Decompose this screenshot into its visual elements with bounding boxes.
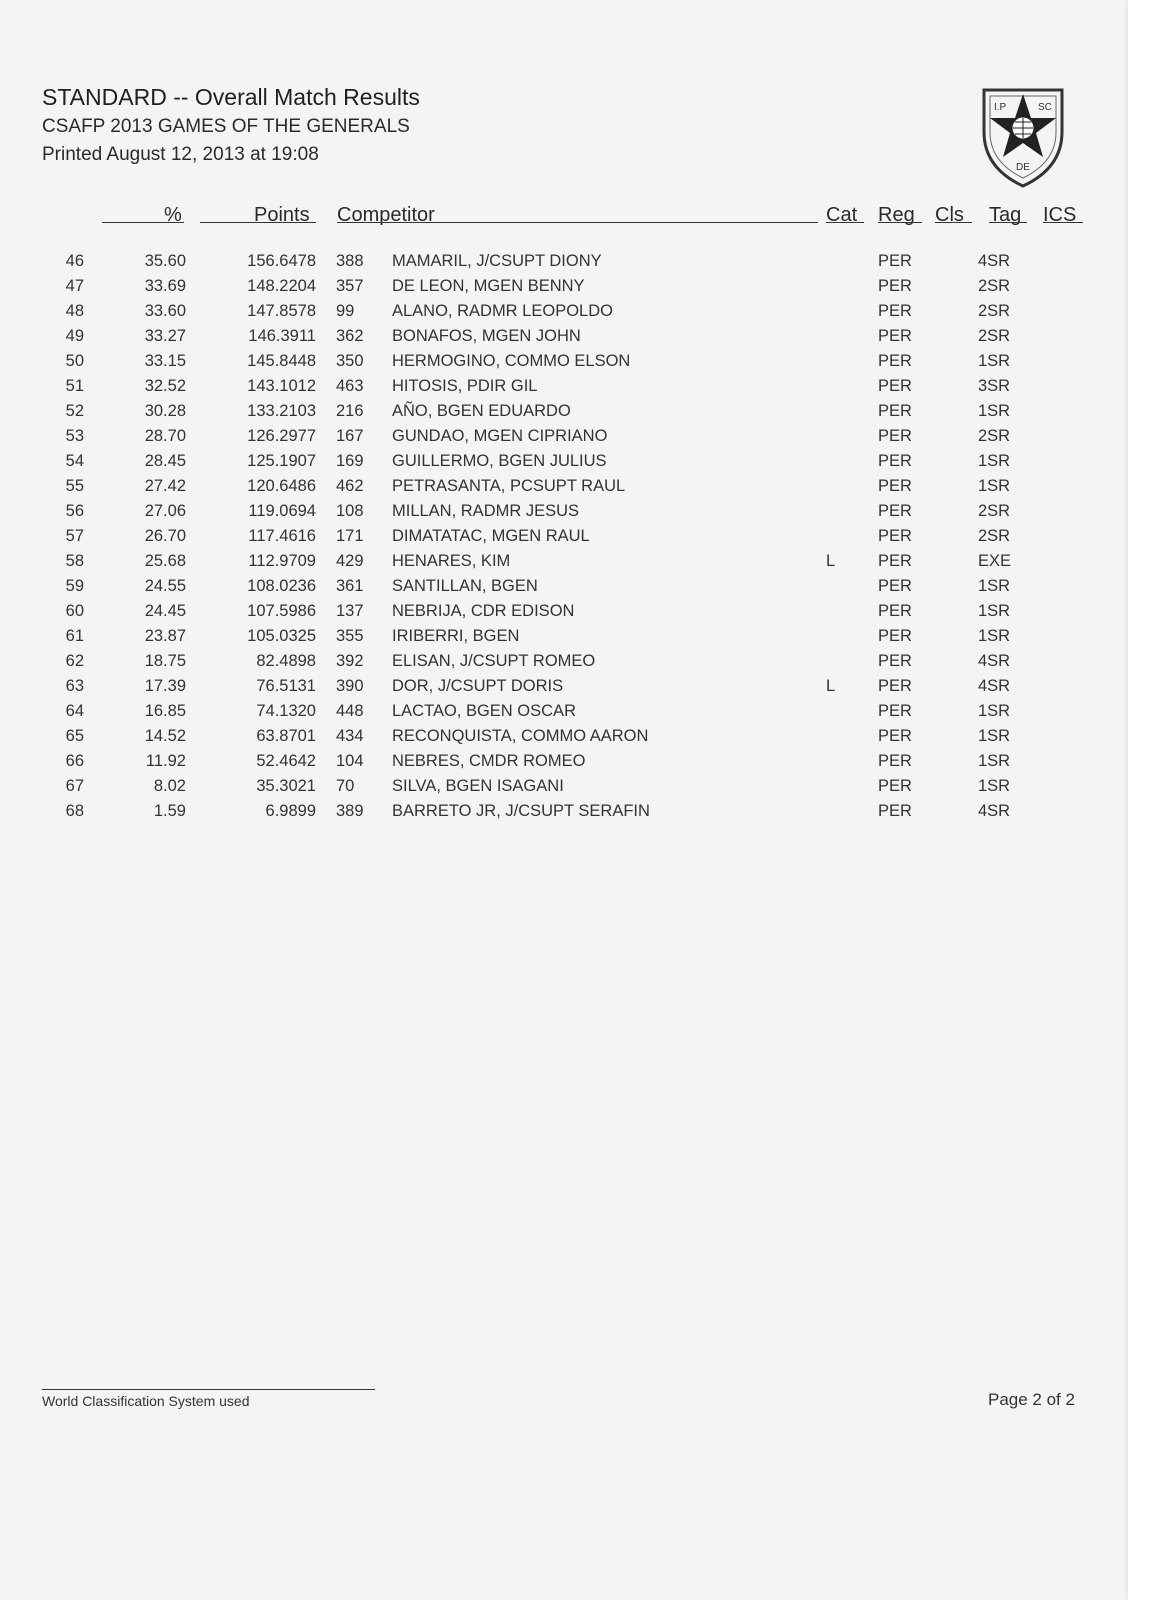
cell-points: 35.3021: [256, 777, 316, 795]
cell-place: 52: [65, 402, 84, 420]
cell-name: AÑO, BGEN EDUARDO: [392, 402, 571, 420]
cell-tag: 1SR: [978, 352, 1011, 370]
cell-pct: 33.60: [144, 302, 186, 320]
cell-num: 357: [336, 277, 364, 295]
cell-reg: PER: [878, 752, 912, 770]
cell-num: 392: [336, 652, 364, 670]
cell-reg: PER: [878, 552, 912, 570]
cell-place: 49: [65, 327, 84, 345]
cell-points: 133.2103: [247, 402, 316, 420]
table-row: [0, 252, 1128, 277]
cell-num: 429: [336, 552, 364, 570]
cell-points: 119.0694: [248, 502, 316, 520]
cell-reg: PER: [878, 277, 912, 295]
cell-num: 355: [336, 627, 364, 645]
cell-points: 145.8448: [247, 352, 316, 370]
cell-num: 462: [336, 477, 364, 495]
cell-points: 126.2977: [247, 427, 316, 445]
cell-pct: 28.45: [144, 452, 186, 470]
cell-pct: 32.52: [144, 377, 186, 395]
cell-num: 167: [336, 427, 364, 445]
cell-reg: PER: [878, 452, 912, 470]
cell-points: 108.0236: [247, 577, 316, 595]
cell-place: 63: [65, 677, 84, 695]
cell-tag: 1SR: [978, 627, 1011, 645]
cell-name: DIMATATAC, MGEN RAUL: [392, 527, 590, 545]
match-name: CSAFP 2013 GAMES OF THE GENERALS: [42, 116, 410, 137]
cell-name: ELISAN, J/CSUPT ROMEO: [392, 652, 596, 670]
cell-num: 362: [336, 327, 364, 345]
cell-num: 99: [336, 302, 355, 320]
header-rule: [878, 222, 922, 223]
cell-num: 463: [336, 377, 364, 395]
cell-tag: 3SR: [978, 377, 1011, 395]
cell-tag: 1SR: [978, 477, 1011, 495]
cell-name: NEBRIJA, CDR EDISON: [392, 602, 575, 620]
cell-reg: PER: [878, 527, 912, 545]
cell-points: 107.5986: [247, 602, 316, 620]
cell-num: 216: [336, 402, 364, 420]
cell-place: 68: [65, 802, 84, 820]
cell-pct: 24.55: [144, 577, 186, 595]
table-row: [0, 727, 1128, 752]
table-row: [0, 577, 1128, 602]
cell-place: 66: [65, 752, 84, 770]
cell-tag: 2SR: [978, 502, 1011, 520]
cell-pct: 16.85: [144, 702, 186, 720]
col-header-competitor: Competitor: [337, 204, 435, 226]
cell-points: 112.9709: [248, 552, 316, 570]
cell-place: 48: [65, 302, 84, 320]
cell-num: 389: [336, 802, 364, 820]
cell-name: MILLAN, RADMR JESUS: [392, 502, 580, 520]
cell-tag: 4SR: [978, 652, 1011, 670]
cell-tag: 1SR: [978, 452, 1011, 470]
table-row: [0, 502, 1128, 527]
cell-tag: 1SR: [978, 702, 1011, 720]
table-row: [0, 527, 1128, 552]
cell-place: 51: [65, 377, 84, 395]
cell-place: 46: [65, 252, 84, 270]
cell-reg: PER: [878, 602, 912, 620]
cell-place: 62: [65, 652, 84, 670]
cell-reg: PER: [878, 327, 912, 345]
cell-num: 70: [336, 777, 355, 795]
cell-num: 361: [336, 577, 364, 595]
cell-cat: L: [826, 552, 836, 570]
cell-name: HITOSIS, PDIR GIL: [392, 377, 538, 395]
results-table: [0, 252, 1128, 827]
cell-points: 63.8701: [256, 727, 316, 745]
cell-points: 6.9899: [265, 802, 316, 820]
cell-pct: 27.42: [144, 477, 186, 495]
page-title: STANDARD -- Overall Match Results: [42, 84, 420, 110]
cell-tag: 2SR: [978, 327, 1011, 345]
cell-points: 74.1320: [256, 702, 316, 720]
cell-tag: 2SR: [978, 527, 1011, 545]
table-row: [0, 377, 1128, 402]
table-row: [0, 802, 1128, 827]
cell-name: BARRETO JR, J/CSUPT SERAFIN: [392, 802, 650, 820]
table-row: [0, 427, 1128, 452]
ipsc-star-shield-icon: [980, 84, 1066, 190]
cell-tag: 2SR: [978, 277, 1011, 295]
cell-reg: PER: [878, 302, 912, 320]
cell-name: PETRASANTA, PCSUPT RAUL: [392, 477, 626, 495]
cell-name: SILVA, BGEN ISAGANI: [392, 777, 564, 795]
cell-name: BONAFOS, MGEN JOHN: [392, 327, 581, 345]
cell-name: NEBRES, CMDR ROMEO: [392, 752, 586, 770]
cell-reg: PER: [878, 352, 912, 370]
cell-reg: PER: [878, 627, 912, 645]
page-number: Page 2 of 2: [988, 1390, 1075, 1409]
cell-pct: 17.39: [144, 677, 186, 695]
header-rule: [989, 222, 1027, 223]
cell-pct: 33.69: [144, 277, 186, 295]
header-rule: [200, 222, 316, 223]
table-row: [0, 652, 1128, 677]
cell-tag: 1SR: [978, 777, 1011, 795]
cell-tag: 4SR: [978, 252, 1011, 270]
cell-reg: PER: [878, 502, 912, 520]
cell-name: IRIBERRI, BGEN: [392, 627, 520, 645]
cell-num: 448: [336, 702, 364, 720]
logo-bottom-text: DE: [1016, 162, 1030, 173]
cell-num: 434: [336, 727, 364, 745]
cell-name: DE LEON, MGEN BENNY: [392, 277, 585, 295]
cell-pct: 1.59: [153, 802, 186, 820]
cell-name: GUNDAO, MGEN CIPRIANO: [392, 427, 608, 445]
cell-name: ALANO, RADMR LEOPOLDO: [392, 302, 613, 320]
cell-points: 143.1012: [247, 377, 316, 395]
cell-name: RECONQUISTA, COMMO AARON: [392, 727, 649, 745]
cell-place: 47: [65, 277, 84, 295]
cell-points: 146.3911: [248, 327, 316, 345]
cell-tag: 2SR: [978, 427, 1011, 445]
table-row: [0, 602, 1128, 627]
table-row: [0, 402, 1128, 427]
cell-tag: 1SR: [978, 727, 1011, 745]
cell-pct: 25.68: [144, 552, 186, 570]
cell-place: 64: [65, 702, 84, 720]
cell-num: 104: [336, 752, 364, 770]
cell-pct: 30.28: [144, 402, 186, 420]
cell-tag: 4SR: [978, 802, 1011, 820]
table-row: [0, 702, 1128, 727]
cell-num: 171: [336, 527, 364, 545]
cell-reg: PER: [878, 477, 912, 495]
table-row: [0, 752, 1128, 777]
col-header-points: Points: [254, 204, 310, 226]
cell-reg: PER: [878, 652, 912, 670]
cell-points: 120.6486: [247, 477, 316, 495]
cell-place: 57: [65, 527, 84, 545]
cell-tag: 2SR: [978, 302, 1011, 320]
cell-pct: 33.27: [144, 327, 186, 345]
cell-points: 105.0325: [247, 627, 316, 645]
table-row: [0, 302, 1128, 327]
cell-name: LACTAO, BGEN OSCAR: [392, 702, 576, 720]
cell-reg: PER: [878, 702, 912, 720]
cell-reg: PER: [878, 727, 912, 745]
cell-pct: 27.06: [144, 502, 186, 520]
col-header-reg: Reg: [878, 204, 915, 226]
cell-points: 117.4616: [248, 527, 316, 545]
cell-pct: 8.02: [153, 777, 186, 795]
table-row: [0, 777, 1128, 802]
logo-left-text: I.P: [994, 102, 1007, 113]
header-rule: [826, 222, 864, 223]
cell-tag: 1SR: [978, 577, 1011, 595]
cell-name: HENARES, KIM: [392, 552, 511, 570]
table-row: [0, 277, 1128, 302]
cell-pct: 35.60: [144, 252, 186, 270]
cell-name: SANTILLAN, BGEN: [392, 577, 538, 595]
cell-points: 148.2204: [247, 277, 316, 295]
cell-pct: 24.45: [144, 602, 186, 620]
cell-place: 56: [65, 502, 84, 520]
footer-note: World Classification System used: [42, 1393, 250, 1409]
cell-reg: PER: [878, 427, 912, 445]
table-row: [0, 627, 1128, 652]
cell-place: 61: [65, 627, 84, 645]
cell-points: 147.8578: [247, 302, 316, 320]
cell-place: 50: [65, 352, 84, 370]
cell-name: GUILLERMO, BGEN JULIUS: [392, 452, 607, 470]
cell-reg: PER: [878, 577, 912, 595]
cell-place: 53: [65, 427, 84, 445]
cell-cat: L: [826, 677, 836, 695]
col-header-pct: %: [164, 204, 182, 226]
cell-pct: 18.75: [144, 652, 186, 670]
cell-num: 108: [336, 502, 364, 520]
header-rule: [337, 222, 818, 223]
cell-tag: 1SR: [978, 402, 1011, 420]
cell-pct: 33.15: [144, 352, 186, 370]
cell-points: 76.5131: [256, 677, 316, 695]
cell-num: 390: [336, 677, 364, 695]
printed-date: Printed August 12, 2013 at 19:08: [42, 144, 319, 165]
cell-pct: 14.52: [144, 727, 186, 745]
cell-num: 350: [336, 352, 364, 370]
table-row: [0, 677, 1128, 702]
cell-pct: 23.87: [144, 627, 186, 645]
cell-points: 82.4898: [256, 652, 316, 670]
cell-reg: PER: [878, 377, 912, 395]
cell-tag: 1SR: [978, 752, 1011, 770]
cell-pct: 26.70: [144, 527, 186, 545]
cell-reg: PER: [878, 802, 912, 820]
cell-reg: PER: [878, 677, 912, 695]
cell-name: HERMOGINO, COMMO ELSON: [392, 352, 631, 370]
cell-pct: 11.92: [145, 752, 186, 770]
logo-right-text: SC: [1038, 102, 1052, 113]
cell-place: 55: [65, 477, 84, 495]
header-rule: [1043, 222, 1083, 223]
table-row: [0, 327, 1128, 352]
cell-place: 54: [65, 452, 84, 470]
cell-points: 125.1907: [247, 452, 316, 470]
cell-num: 388: [336, 252, 364, 270]
cell-num: 137: [336, 602, 364, 620]
cell-name: DOR, J/CSUPT DORIS: [392, 677, 564, 695]
cell-reg: PER: [878, 252, 912, 270]
cell-tag: 4SR: [978, 677, 1011, 695]
header-rule: [102, 222, 184, 223]
footer-rule: [42, 1389, 375, 1390]
cell-place: 59: [65, 577, 84, 595]
cell-points: 156.6478: [247, 252, 316, 270]
col-header-cat: Cat: [826, 204, 858, 226]
col-header-tag: Tag: [989, 204, 1022, 226]
cell-place: 67: [65, 777, 84, 795]
cell-reg: PER: [878, 402, 912, 420]
cell-reg: PER: [878, 777, 912, 795]
table-row: [0, 477, 1128, 502]
header-rule: [935, 222, 972, 223]
col-header-cls: Cls: [935, 204, 964, 226]
cell-num: 169: [336, 452, 364, 470]
table-row: [0, 452, 1128, 477]
cell-tag: EXE: [978, 552, 1012, 570]
table-row: [0, 352, 1128, 377]
cell-place: 65: [65, 727, 84, 745]
col-header-ics: ICS: [1043, 204, 1077, 226]
cell-place: 60: [65, 602, 84, 620]
page-edge: [1128, 0, 1162, 1600]
cell-points: 52.4642: [256, 752, 316, 770]
cell-pct: 28.70: [144, 427, 186, 445]
cell-name: MAMARIL, J/CSUPT DIONY: [392, 252, 602, 270]
cell-tag: 1SR: [978, 602, 1011, 620]
cell-place: 58: [65, 552, 84, 570]
table-row: [0, 552, 1128, 577]
